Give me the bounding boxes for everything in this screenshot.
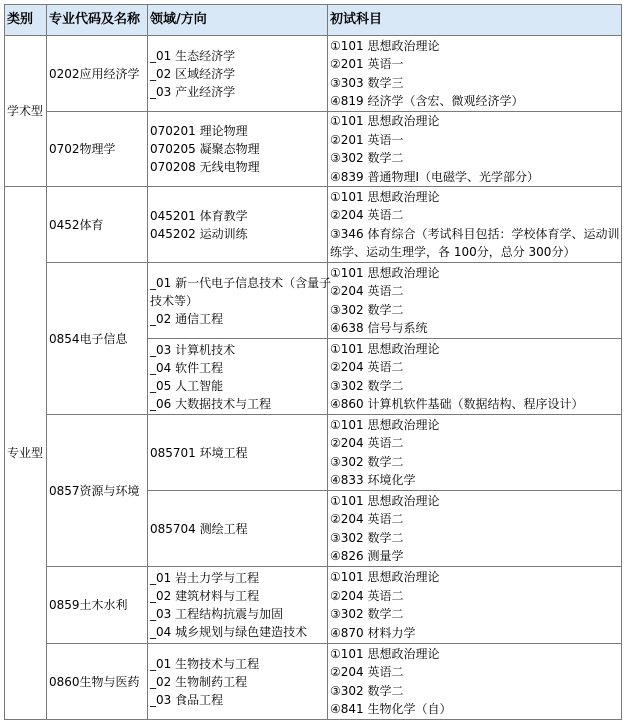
subjects-cell: ①101 思想政治理论 ②201 英语一 ③302 数学二 ④839 普通物理Ⅰ（电磁学、光学部分） [328,112,622,187]
direction-cell: _03 计算机技术 _04 软件工程 _05 人工智能 _06 大数据技术与工程 [148,339,328,415]
direction-cell: _01 新一代电子信息技术（含量子 技术等） _02 通信工程 [148,263,328,339]
table-row [5,567,622,644]
major-cell: 0857资源与环境 [47,415,148,567]
subjects-cell: ①101 思想政治理论 ②204 英语二 ③302 数学二 ④826 测量学 [328,491,622,567]
major-cell: 0702物理学 [47,112,148,187]
subjects-cell: ①101 思想政治理论 ②204 英语二 ③302 数学二 ④638 信号与系统 [328,263,622,339]
header-direction: 领域/方向 [148,5,328,36]
table-row [5,112,622,187]
major-cell: 0859土木水利 [47,567,148,644]
direction-cell: _01 生态经济学 _02 区域经济学 _03 产业经济学 [148,36,328,112]
major-cell: 0452体育 [47,187,148,263]
admission-subjects-table [4,4,622,720]
table-row [5,415,622,491]
subjects-cell: ①101 思想政治理论 ②201 英语一 ③303 数学三 ④819 经济学（含宏、微观经济学） [328,36,622,112]
direction-cell: _01 生物技术与工程 _02 生物制药工程 _03 食品工程 [148,644,328,720]
header-subjects: 初试科目 [328,5,622,36]
table-row [5,644,622,720]
table-row [5,263,622,339]
table-row [5,187,622,263]
direction-cell: _01 岩土力学与工程 _02 建筑材料与工程 _03 工程结构抗震与加固 _04 城乡规划与绿色建造技术 [148,567,328,644]
major-cell: 0202应用经济学 [47,36,148,112]
major-cell: 0860生物与医药 [47,644,148,720]
direction-cell: 085704 测绘工程 [148,491,328,567]
subjects-cell: ①101 思想政治理论 ②204 英语二 ③302 数学二 ④841 生物化学（自） [328,644,622,720]
subjects-cell: ①101 思想政治理论 ②204 英语二 ③302 数学二 ④833 环境化学 [328,415,622,491]
header-major: 专业代码及名称 [47,5,148,36]
header-row [5,5,622,36]
direction-cell: 070201 理论物理 070205 凝聚态物理 070208 无线电物理 [148,112,328,187]
header-category: 类别 [5,5,47,36]
subjects-cell: ①101 思想政治理论 ②204 英语二 ③302 数学二 ④860 计算机软件基础（数据结构、程序设计） [328,339,622,415]
category-cell: 学术型 [5,36,47,187]
table-row [5,36,622,112]
major-cell: 0854电子信息 [47,263,148,415]
subjects-cell: ①101 思想政治理论 ②204 英语二 ③302 数学二 ④870 材料力学 [328,567,622,644]
subjects-cell: ①101 思想政治理论 ②204 英语二 ③346 体育综合（考试科目包括：学校体育学、运动训 练学、运动生理学，各 100分，总分 300分） [328,187,622,263]
direction-cell: 085701 环境工程 [148,415,328,491]
direction-cell: 045201 体育教学 045202 运动训练 [148,187,328,263]
category-cell: 专业型 [5,187,47,720]
